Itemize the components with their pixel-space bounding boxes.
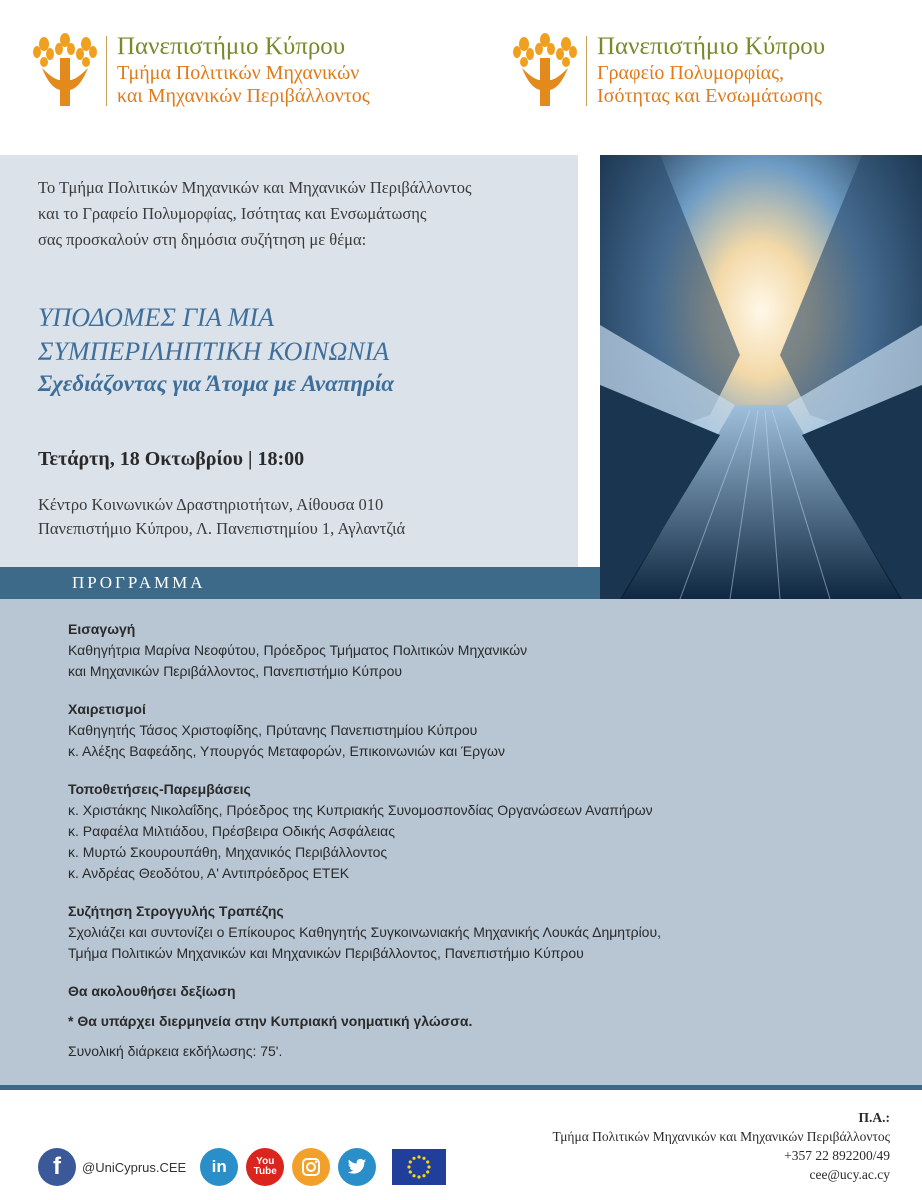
invitation-line: και το Γραφείο Πολυμορφίας, Ισότητας και Ενσωμάτωσης (38, 204, 427, 223)
instagram-glyph (301, 1157, 321, 1177)
facebook-glyph: f (53, 1153, 61, 1180)
section-line: κ. Αλέξης Βαφεάδης, Υπουργός Μεταφορών, Επικοινωνιών και Έργων (68, 743, 505, 759)
page-footer (0, 1090, 922, 1200)
logo-subtitle: και Μηχανικών Περιβάλλοντος (117, 85, 370, 107)
interpretation-note: * Θα υπάρχει διερμηνεία στην Κυπριακή νοηματική γλώσσα. (68, 1013, 473, 1029)
twitter-icon[interactable] (338, 1148, 376, 1186)
ucy-tree-logo-icon (30, 32, 100, 108)
venue-line: Κέντρο Κοινωνικών Δραστηριοτήτων, Αίθουσα 010 (38, 495, 384, 514)
logo-text (597, 32, 825, 108)
section-title: Τοποθετήσεις-Παρεμβάσεις (68, 781, 251, 797)
section-line: και Μηχανικών Περιβάλλοντος, Πανεπιστήμιο Κύπρου (68, 663, 403, 679)
logo-subtitle: Τμήμα Πολιτικών Μηχανικών (117, 62, 360, 84)
programme-panel (0, 599, 922, 1085)
linkedin-glyph: in (211, 1157, 227, 1176)
contact-department: Τμήμα Πολιτικών Μηχανικών και Μηχανικών Περιβάλλοντος (552, 1129, 890, 1144)
social-handle[interactable]: @UniCyprus.CEE (82, 1159, 187, 1175)
event-date: Τετάρτη, 18 Οκτωβρίου | 18:00 (38, 448, 305, 470)
section-title: Συζήτηση Στρογγυλής Τραπέζης (68, 903, 284, 919)
contact-info (552, 1108, 890, 1184)
logo-divider (586, 36, 587, 106)
invitation-line: σας προσκαλούν στη δημόσια συζήτηση με θέμα: (38, 230, 367, 249)
programme-section-greetings (68, 699, 908, 762)
social-links (38, 1148, 446, 1186)
programme-section-round-table (68, 901, 908, 964)
section-title: Εισαγωγή (68, 621, 136, 637)
section-line: Καθηγητής Τάσος Χριστοφίδης, Πρύτανης Πανεπιστημίου Κύπρου (68, 722, 478, 738)
reception-note: Θα ακολουθήσει δεξίωση (68, 983, 236, 999)
section-line: κ. Ανδρέας Θεοδότου, Α' Αντιπρόεδρος ΕΤΕΚ (68, 865, 350, 881)
youtube-icon[interactable] (246, 1148, 284, 1186)
section-line: Τμήμα Πολιτικών Μηχανικών και Μηχανικών Περιβάλλοντος, Πανεπιστήμιο Κύπρου (68, 945, 584, 961)
logo-title: Πανεπιστήμιο Κύπρου (117, 33, 346, 60)
linkedin-icon[interactable] (200, 1148, 238, 1186)
escalator-hero-image (600, 155, 922, 599)
section-line: Σχολιάζει και συντονίζει ο Επίκουρος Καθηγητής Συγκοινωνιακής Μηχανικής Λουκάς Δημητρίου, (68, 924, 662, 940)
page-header (0, 0, 922, 155)
programme-heading: ΠΡΟΓΡΑΜΜΑ (72, 573, 206, 592)
eu-stars (392, 1149, 446, 1185)
section-line: κ. Μυρτώ Σκουρουπάθη, Μηχανικός Περιβάλλοντος (68, 844, 388, 860)
youtube-glyph: Tube (253, 1166, 277, 1177)
programme-section-introduction (68, 619, 908, 682)
logo-subtitle: Ισότητας και Ενσωμάτωσης (597, 85, 822, 107)
instagram-icon[interactable] (292, 1148, 330, 1186)
programme-section-interventions (68, 779, 908, 884)
event-title-line: ΣΥΜΠΕΡΙΛΗΠΤΙΚΗ ΚΟΙΝΩΝΙΑ (38, 337, 390, 366)
escalator-illustration (600, 155, 922, 599)
invitation-line: Το Τμήμα Πολιτικών Μηχανικών και Μηχανικών Περιβάλλοντος (38, 178, 472, 197)
logo-divider (106, 36, 107, 106)
invitation-text (38, 175, 558, 253)
event-title (38, 301, 558, 399)
logo-title: Πανεπιστήμιο Κύπρου (597, 33, 826, 60)
ucy-diversity-office-logo (510, 32, 825, 108)
youtube-glyph: You (256, 1156, 275, 1167)
invitation-panel (0, 155, 578, 567)
event-venue (38, 493, 558, 541)
contact-label: Π.Α.: (858, 1110, 890, 1125)
contact-phone[interactable]: +357 22 892200/49 (784, 1148, 890, 1163)
section-line: Καθηγήτρια Μαρίνα Νεοφύτου, Πρόεδρος Τμήματος Πολιτικών Μηχανικών (68, 642, 528, 658)
facebook-icon[interactable] (38, 1148, 76, 1186)
logo-text (117, 32, 370, 108)
section-title: Χαιρετισμοί (68, 701, 146, 717)
logo-subtitle: Γραφείο Πολυμορφίας, (597, 62, 785, 84)
twitter-bird-glyph (347, 1158, 367, 1176)
programme-header-bar (0, 567, 600, 599)
venue-line: Πανεπιστήμιο Κύπρου, Λ. Πανεπιστημίου 1, Αγλαντζιά (38, 519, 406, 538)
ucy-tree-logo-icon (510, 32, 580, 108)
event-title-line: ΥΠΟΔΟΜΕΣ ΓΙΑ ΜΙΑ (38, 303, 274, 332)
programme-content (68, 619, 908, 1062)
ucy-cee-logo (30, 32, 370, 108)
duration-note: Συνολική διάρκεια εκδήλωσης: 75'. (68, 1043, 283, 1059)
contact-email[interactable]: cee@ucy.ac.cy (809, 1167, 890, 1182)
event-subtitle: Σχεδιάζοντας για Άτομα με Αναπηρία (38, 371, 394, 396)
eu-flag-icon (392, 1149, 446, 1185)
section-line: κ. Ραφαέλα Μιλτιάδου, Πρέσβειρα Οδικής Ασφάλειας (68, 823, 396, 839)
section-line: κ. Χριστάκης Νικολαΐδης, Πρόεδρος της Κυπριακής Συνομοσπονδίας Οργανώσεων Αναπήρων (68, 802, 653, 818)
